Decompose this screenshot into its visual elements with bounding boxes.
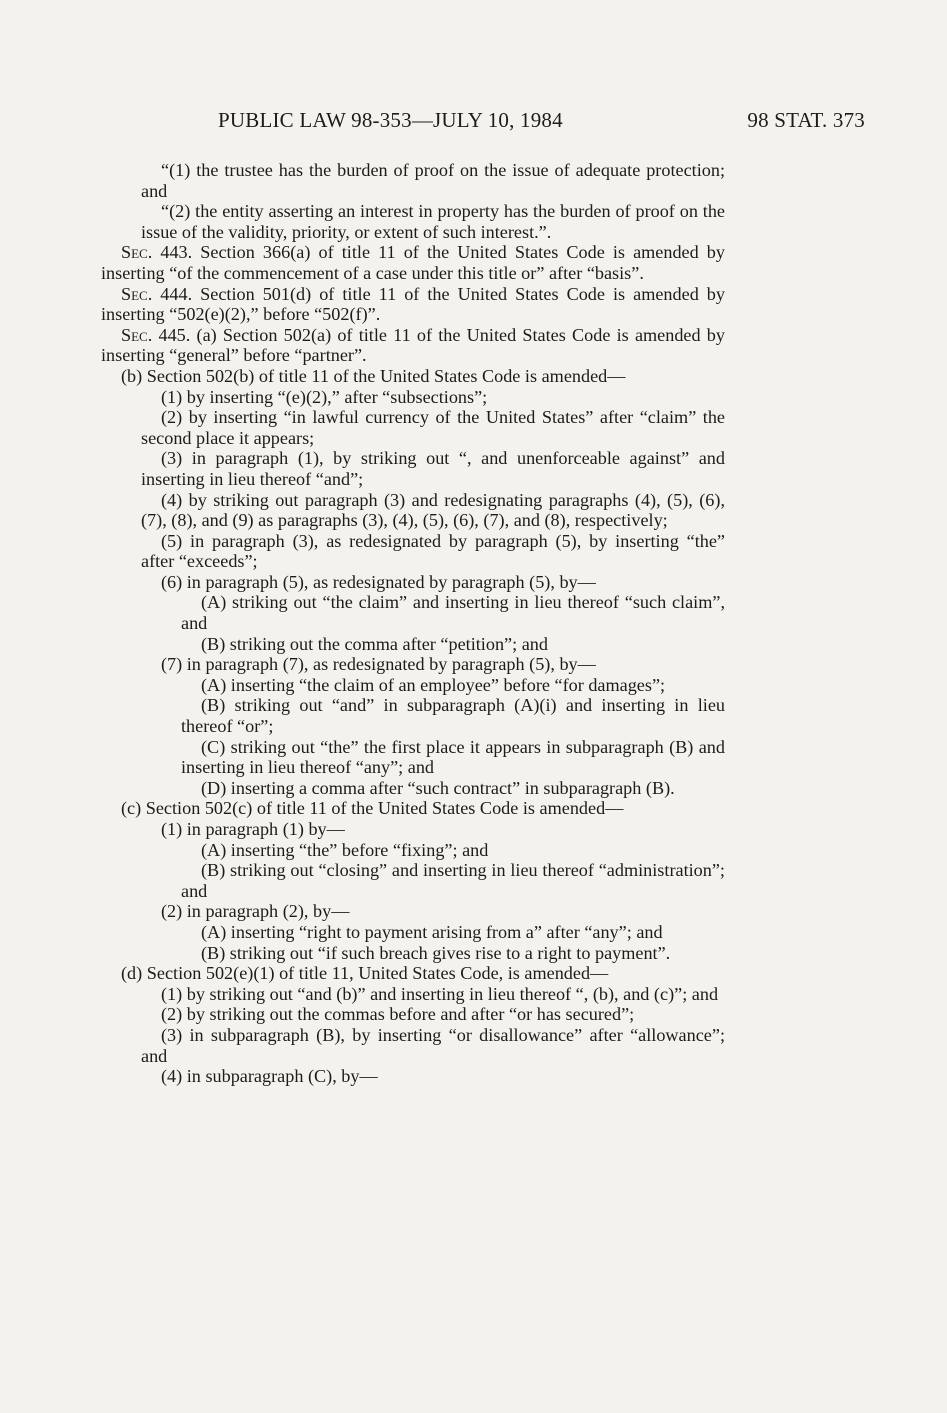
statute-paragraph	[101, 675, 725, 696]
statute-paragraph	[101, 387, 725, 408]
paragraph-text: (d) Section 502(e)(1) of title 11, United States Code, is amended—	[121, 963, 609, 984]
paragraph-text: (A) inserting “the claim of an employee” before “for damages”;	[201, 674, 666, 695]
statute-paragraph	[101, 284, 725, 325]
paragraph-text: 443. Section 366(a) of title 11 of the United States Code is amended by inserting “of the commencement of a case under this title or” after “basis”.	[101, 242, 725, 283]
statute-paragraph	[101, 860, 725, 901]
statute-paragraph	[101, 572, 725, 593]
paragraph-text: 445. (a) Section 502(a) of title 11 of the United States Code is amended by inserting “general” before “partner”.	[101, 324, 725, 366]
statute-paragraph	[101, 1025, 725, 1066]
running-header	[100, 108, 865, 138]
statute-paragraph	[101, 634, 725, 655]
paragraph-text: (B) striking out the comma after “petition”; and	[201, 633, 548, 654]
paragraph-text: “(2) the entity asserting an interest in property has the burden of proof on the issue of the validity, priority, or extent of such interest.”.	[141, 201, 725, 242]
paragraph-text: (B) striking out “if such breach gives rise to a right to payment”.	[201, 942, 671, 963]
paragraph-text: (5) in paragraph (3), as redesignated by paragraph (5), by inserting “the” after “exceeds”;	[141, 530, 725, 572]
paragraph-text: (2) by inserting “in lawful currency of the United States” after “claim” the second place it appears;	[141, 407, 725, 448]
paragraph-text: (1) by inserting “(e)(2),” after “subsections”;	[161, 386, 488, 407]
statute-paragraph	[101, 531, 725, 572]
header-stat-page: 98 STAT. 373	[747, 108, 865, 132]
statute-paragraph	[101, 819, 725, 840]
paragraph-text: (A) inserting “right to payment arising from a” after “any”; and	[201, 921, 663, 942]
statute-paragraph	[101, 778, 725, 799]
paragraph-text: (B) striking out “closing” and inserting in lieu thereof “administration”; and	[181, 860, 725, 901]
section-label: Sec.	[121, 283, 153, 304]
header-title: PUBLIC LAW 98-353—JULY 10, 1984	[218, 108, 563, 132]
statute-body	[101, 160, 725, 1087]
statute-paragraph	[101, 901, 725, 922]
statute-paragraph	[101, 407, 725, 448]
statute-paragraph	[101, 963, 725, 984]
statute-paragraph	[101, 1004, 725, 1025]
statute-paragraph	[101, 325, 725, 366]
statute-paragraph	[101, 201, 725, 242]
paragraph-text: (b) Section 502(b) of title 11 of the United States Code is amended—	[121, 365, 626, 386]
paragraph-text: (c) Section 502(c) of title 11 of the United States Code is amended—	[121, 798, 624, 819]
statute-paragraph	[101, 798, 725, 819]
paragraph-text: “(1) the trustee has the burden of proof on the issue of adequate protection; and	[141, 160, 725, 201]
paragraph-text: (3) in paragraph (1), by striking out “, and unenforceable against” and inserting in lieu thereof “and”;	[141, 448, 725, 489]
statute-paragraph	[101, 448, 725, 489]
statute-paragraph	[101, 984, 725, 1005]
paragraph-text: (2) in paragraph (2), by—	[161, 901, 350, 922]
paragraph-text: (1) by striking out “and (b)” and inserting in lieu thereof “, (b), and (c)”; and	[161, 983, 719, 1004]
statute-paragraph	[101, 922, 725, 943]
statute-paragraph	[101, 840, 725, 861]
paragraph-text: (C) striking out “the” the first place it appears in subparagraph (B) and inserting in lieu thereof “any”; and	[181, 736, 725, 778]
statute-paragraph	[101, 654, 725, 675]
paragraph-text: (2) by striking out the commas before and after “or has secured”;	[161, 1004, 635, 1025]
paragraph-text: (6) in paragraph (5), as redesignated by paragraph (5), by—	[161, 571, 596, 592]
statute-paragraph	[101, 695, 725, 736]
section-label: Sec.	[121, 324, 153, 345]
paragraph-text: (3) in subparagraph (B), by inserting “or disallowance” after “allowance”; and	[141, 1024, 725, 1066]
paragraph-text: (7) in paragraph (7), as redesignated by paragraph (5), by—	[161, 654, 596, 675]
paragraph-text: (B) striking out “and” in subparagraph (A)(i) and inserting in lieu thereof “or”;	[181, 695, 725, 737]
paragraph-text: (A) inserting “the” before “fixing”; and	[201, 839, 489, 860]
statute-paragraph	[101, 592, 725, 633]
paragraph-text: (4) in subparagraph (C), by—	[161, 1066, 378, 1087]
paragraph-text: (1) in paragraph (1) by—	[161, 819, 345, 839]
statute-paragraph	[101, 1066, 725, 1087]
statute-paragraph	[101, 160, 725, 201]
statute-paragraph	[101, 242, 725, 283]
statute-paragraph	[101, 366, 725, 387]
paragraph-text: 444. Section 501(d) of title 11 of the United States Code is amended by inserting “502(e)(2),” before “502(f)”.	[101, 283, 725, 325]
statute-paragraph	[101, 737, 725, 778]
paragraph-text: (4) by striking out paragraph (3) and redesignating paragraphs (4), (5), (6), (7), (8), and (9) as paragraphs (3), (4), (5), (6), (7), and (8), respectively;	[141, 489, 725, 531]
paragraph-text: (D) inserting a comma after “such contract” in subparagraph (B).	[201, 777, 675, 798]
paragraph-text: (A) striking out “the claim” and inserting in lieu thereof “such claim”, and	[181, 592, 725, 634]
statute-paragraph	[101, 943, 725, 964]
section-label: Sec.	[121, 242, 153, 263]
statute-paragraph	[101, 490, 725, 531]
